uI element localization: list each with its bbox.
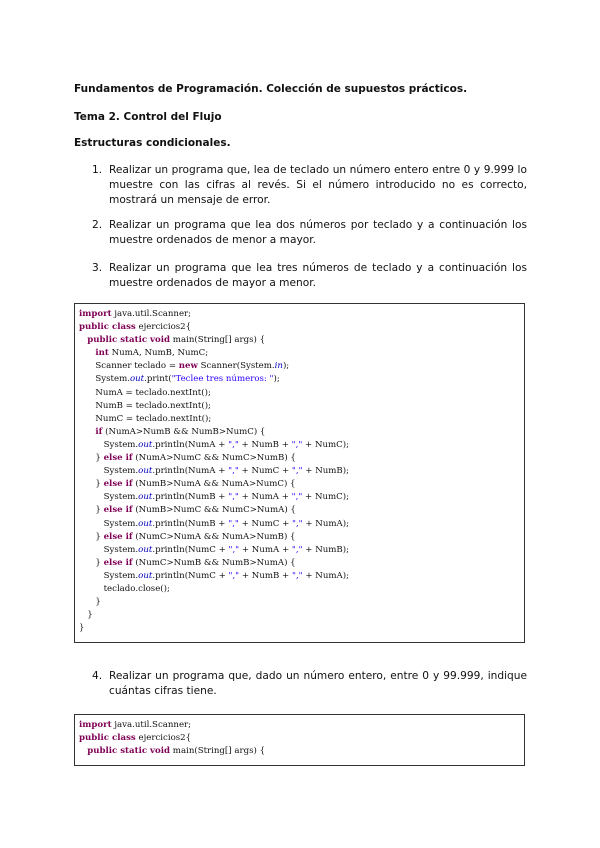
code-token: int [95,348,109,359]
code-token: System. [79,570,139,581]
code-token [79,348,95,358]
code-token: NumA = teclado.nextInt(); [79,387,211,398]
code-token: if [95,426,103,437]
code-token: } [79,610,93,621]
exercise-3 [92,261,527,291]
code-line [79,478,520,491]
exercise-text: Realizar un programa que, lea de teclado un número entero entre 0 y 9.999 lo muestre con las cifras al revés. Si el número introducido no es correcto, mostrará un mensaje de error. [109,164,527,206]
code-line [79,439,520,452]
code-token: "," [291,492,303,503]
code-token: } [79,531,104,542]
code-token: + NumA + [238,492,292,503]
code-token: (NumA>NumC && NumC>NumB) { [132,453,296,464]
code-token: import [79,309,112,319]
code-token: in [274,361,283,372]
exercise-1 [92,163,527,208]
code-token: "," [228,466,239,477]
code-token [79,746,87,756]
code-token: "Teclee tres números: " [171,374,274,385]
code-token: Scanner teclado = [79,361,179,372]
code-token: out [138,492,153,503]
code-token: import [79,720,112,730]
code-token: ejercicios2{ [135,322,192,333]
code-token: public class [79,733,136,744]
code-token: "," [228,570,240,581]
code-token: NumC = teclado.nextInt(); [79,413,212,424]
document-title: Fundamentos de Programación. Colección de supuestos prácticos. [74,83,468,95]
code-token: java.util.Scanner; [111,720,192,730]
exercise-2 [92,218,527,248]
code-token: System. [79,492,139,503]
exercise-number: 2. [92,219,103,231]
code-token: .println(NumC + [152,570,229,581]
code-token: else if [103,557,133,568]
code-token: out [138,544,153,555]
code-token: else if [103,453,133,464]
code-line [79,400,520,413]
code-token: (NumB>NumC && NumC>NumA) { [132,505,296,516]
code-token: "," [228,439,239,450]
code-token: } [79,505,104,516]
code-line [79,347,520,360]
code-line [79,413,520,426]
code-line [79,531,520,544]
code-token: else if [103,479,133,490]
code-line [79,719,520,732]
code-token: + NumC + [238,466,292,477]
code-token: out [138,518,153,529]
exercise-number: 3. [92,262,103,274]
code-token: out [138,466,153,477]
code-token: } [79,597,101,608]
code-token: out [138,439,153,450]
code-token: main(String[] args) { [170,335,266,346]
code-token: System. [79,466,139,477]
code-token: (NumB>NumA && NumA>NumC) { [132,479,296,490]
code-token: (NumC>NumB && NumB>NumA) { [132,557,296,568]
code-token: public static void [87,335,171,346]
exercise-text: Realizar un programa que, dado un número entero, entre 0 y 99.999, indique cuántas cifras tiene. [109,670,527,697]
code-token: "," [228,492,239,503]
code-token: System. [79,439,139,450]
code-token: + NumC + [238,518,292,529]
code-line [79,387,520,400]
code-token: main(String[] args) { [170,746,266,757]
code-line [79,504,520,517]
code-token: System. [79,544,139,555]
code-token: + NumA); [302,518,349,529]
section-heading: Estructuras condicionales. [74,137,231,149]
exercise-text: Realizar un programa que lea tres números de teclado y a continuación los muestre ordenados de mayor a menor. [109,262,527,289]
code-line [79,745,520,758]
code-token: "," [291,544,303,555]
code-token: Scanner(System. [197,361,275,372]
code-token: + NumC); [302,492,349,503]
code-line [79,321,520,334]
exercise-text: Realizar un programa que lea dos números por teclado y a continuación los muestre ordenados de menor a mayor. [109,219,527,246]
code-token: System. [79,374,130,385]
code-token: ); [273,374,280,385]
code-token: java.util.Scanner; [111,309,192,319]
code-token: else if [103,531,133,542]
code-token: NumA, NumB, NumC; [108,348,209,359]
code-token: (NumC>NumA && NumA>NumB) { [132,531,296,542]
code-token: + NumB); [302,544,349,555]
code-line [79,334,520,347]
code-line [79,596,520,609]
code-token: ejercicios2{ [135,733,192,744]
code-line [79,465,520,478]
code-block-exercise-4 [74,714,525,766]
code-token: .print( [144,374,172,385]
code-token: teclado.close(); [79,583,170,594]
exercise-4 [92,669,527,699]
code-line [79,491,520,504]
code-line [79,544,520,557]
code-token: System. [79,518,139,529]
code-line [79,373,520,386]
code-token: .println(NumA + [152,466,229,477]
code-line [79,557,520,570]
code-token: "," [292,518,303,529]
code-token: + NumC); [302,439,349,450]
topic-heading: Tema 2. Control del Flujo [74,111,222,123]
code-token: } [79,479,104,490]
code-token: + NumA + [239,544,292,555]
exercise-number: 4. [92,670,103,682]
code-token: .println(NumB + [152,492,229,503]
code-token: "," [228,518,239,529]
code-token: else if [103,505,133,516]
code-block-exercise-3 [74,303,525,643]
code-token: NumB = teclado.nextInt(); [79,400,211,411]
code-line [79,609,520,622]
code-token: out [129,374,145,385]
code-token: (NumA>NumB && NumB>NumC) { [102,426,266,437]
code-token: } [79,557,104,568]
code-token: "," [291,466,303,477]
code-token: "," [228,544,240,555]
code-token: ); [282,361,290,372]
code-token [79,427,95,437]
code-token: } [79,623,85,634]
code-token: public class [79,322,136,333]
code-line [79,583,520,596]
code-line [79,518,520,531]
code-token: new [178,361,198,372]
code-token: public static void [87,746,171,757]
code-token: "," [292,570,303,581]
code-token [79,335,87,345]
code-line [79,570,520,583]
code-token: "," [291,439,303,450]
code-line [79,452,520,465]
code-line [79,622,520,635]
code-token: + NumB); [302,466,349,477]
code-line [79,308,520,321]
code-line [79,360,520,373]
code-token: .println(NumC + [152,544,229,555]
code-token: .println(NumB + [152,518,229,529]
code-token: + NumB + [239,570,292,581]
code-line [79,732,520,745]
code-token: .println(NumA + [152,439,229,450]
code-token: + NumA); [302,570,349,581]
exercise-number: 1. [92,164,103,176]
code-token: out [138,570,153,581]
code-token: + NumB + [238,439,292,450]
code-line [79,426,520,439]
code-token: } [79,453,104,464]
